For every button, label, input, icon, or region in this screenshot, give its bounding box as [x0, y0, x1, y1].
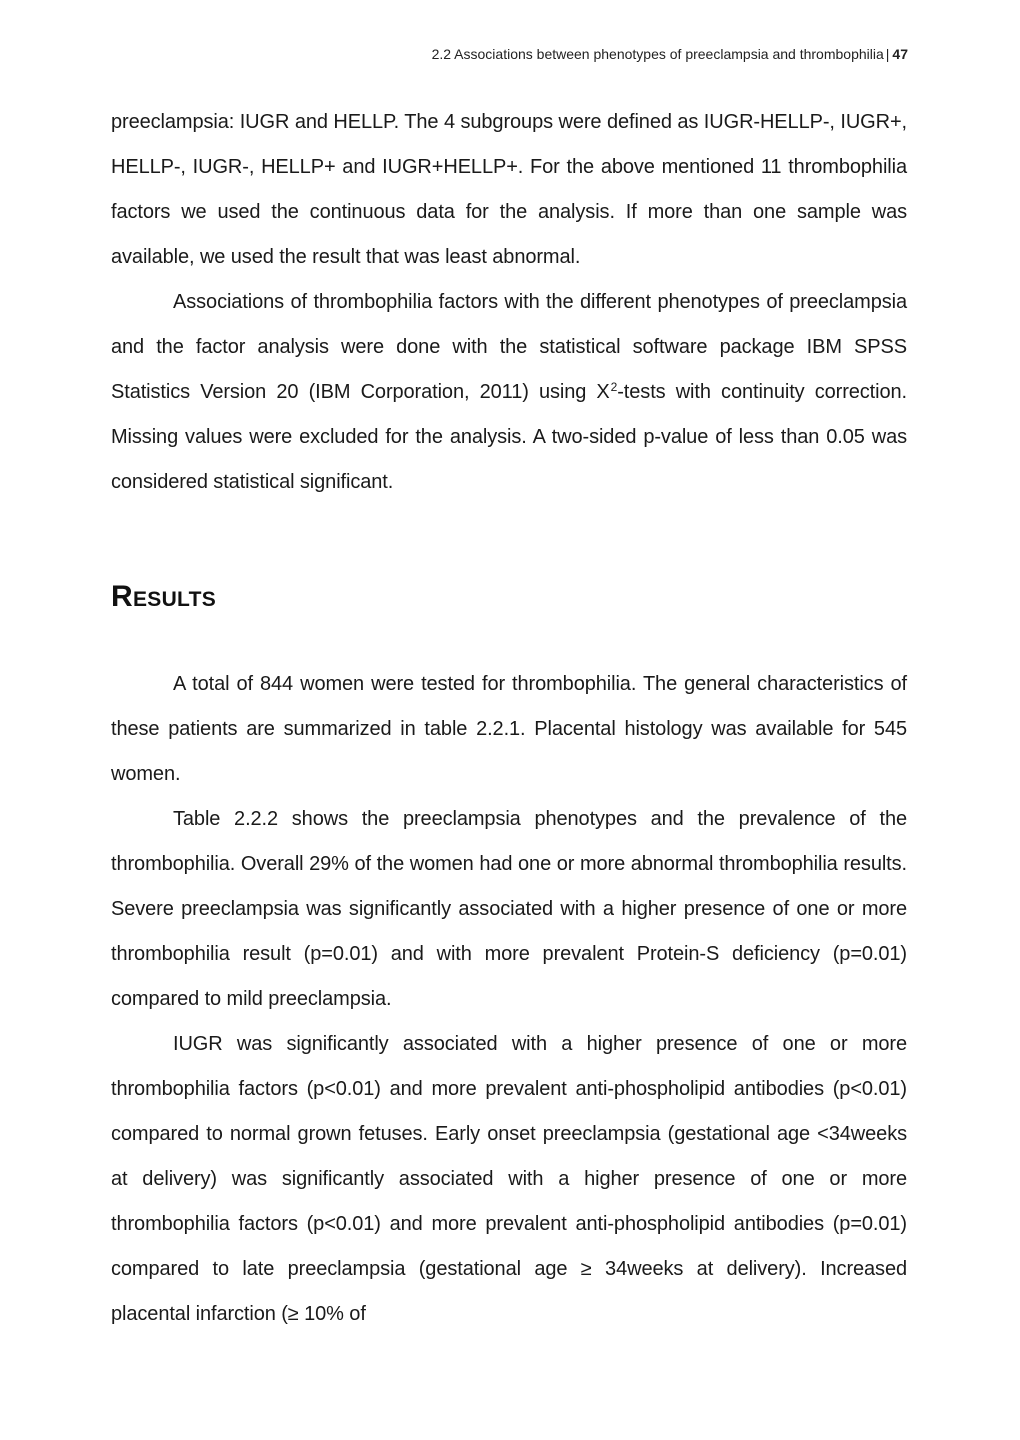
methods-paragraph-2	[111, 280, 907, 505]
results-paragraph-1: A total of 844 women were tested for thrombophilia. The general characteristics of these patients are summarized in table 2.2.1. Placental histology was available for 545 women.	[111, 673, 907, 785]
results-section	[111, 662, 907, 1337]
running-title: 2.2 Associations between phenotypes of preeclampsia and thrombophilia	[431, 46, 884, 62]
results-paragraph-2: Table 2.2.2 shows the preeclampsia phenotypes and the prevalence of the thrombophilia. Overall 29% of the women had one or more abnormal thrombophilia results. Severe preeclampsia was significantly associated with a higher presence of one or more thrombophilia result (p=0.01) and with more prevalent Protein-S deficiency (p=0.01) compared to mild preeclampsia.	[111, 808, 907, 1010]
methods-paragraph-1: preeclampsia: IUGR and HELLP. The 4 subgroups were defined as IUGR-HELLP-, IUGR+, HELLP-, IUGR-, HELLP+ and IUGR+HELLP+. For the above mentioned 11 thrombophilia factors we used the continuous data for the analysis. If more than one sample was available, we used the result that was least abnormal.	[111, 111, 907, 268]
running-header	[432, 44, 908, 64]
results-paragraph-3: IUGR was significantly associated with a higher presence of one or more thrombophilia factors (p<0.01) and more prevalent anti-phospholipid antibodies (p<0.01) compared to normal grown fetuses. Early onset preeclampsia (gestational age <34weeks at delivery) was significantly associated with a higher presence of one or more thrombophilia factors (p<0.01) and more prevalent anti-phospholipid antibodies (p=0.01) compared to late preeclampsia (gestational age ≥ 34weeks at delivery). Increased placental infarction (≥ 10% of	[111, 1033, 907, 1325]
page-number: 47	[892, 46, 908, 62]
methods-paragraph-2-text-a: Associations of thrombophilia factors with the different phenotypes of preeclampsia and the factor analysis were done with the statistical software package IBM SPSS Statistics Version 20 (IBM Corporation, 2011) using X	[111, 291, 907, 403]
chi-square-superscript: 2	[610, 380, 618, 394]
page-body	[111, 100, 907, 1337]
results-heading: Results	[111, 580, 217, 613]
header-separator: |	[885, 46, 890, 62]
methods-paragraph-2-text-b: -tests with continuity correction. Missing values were excluded for the analysis. A two-sided p-value of less than 0.05 was considered statistical significant.	[111, 381, 907, 493]
